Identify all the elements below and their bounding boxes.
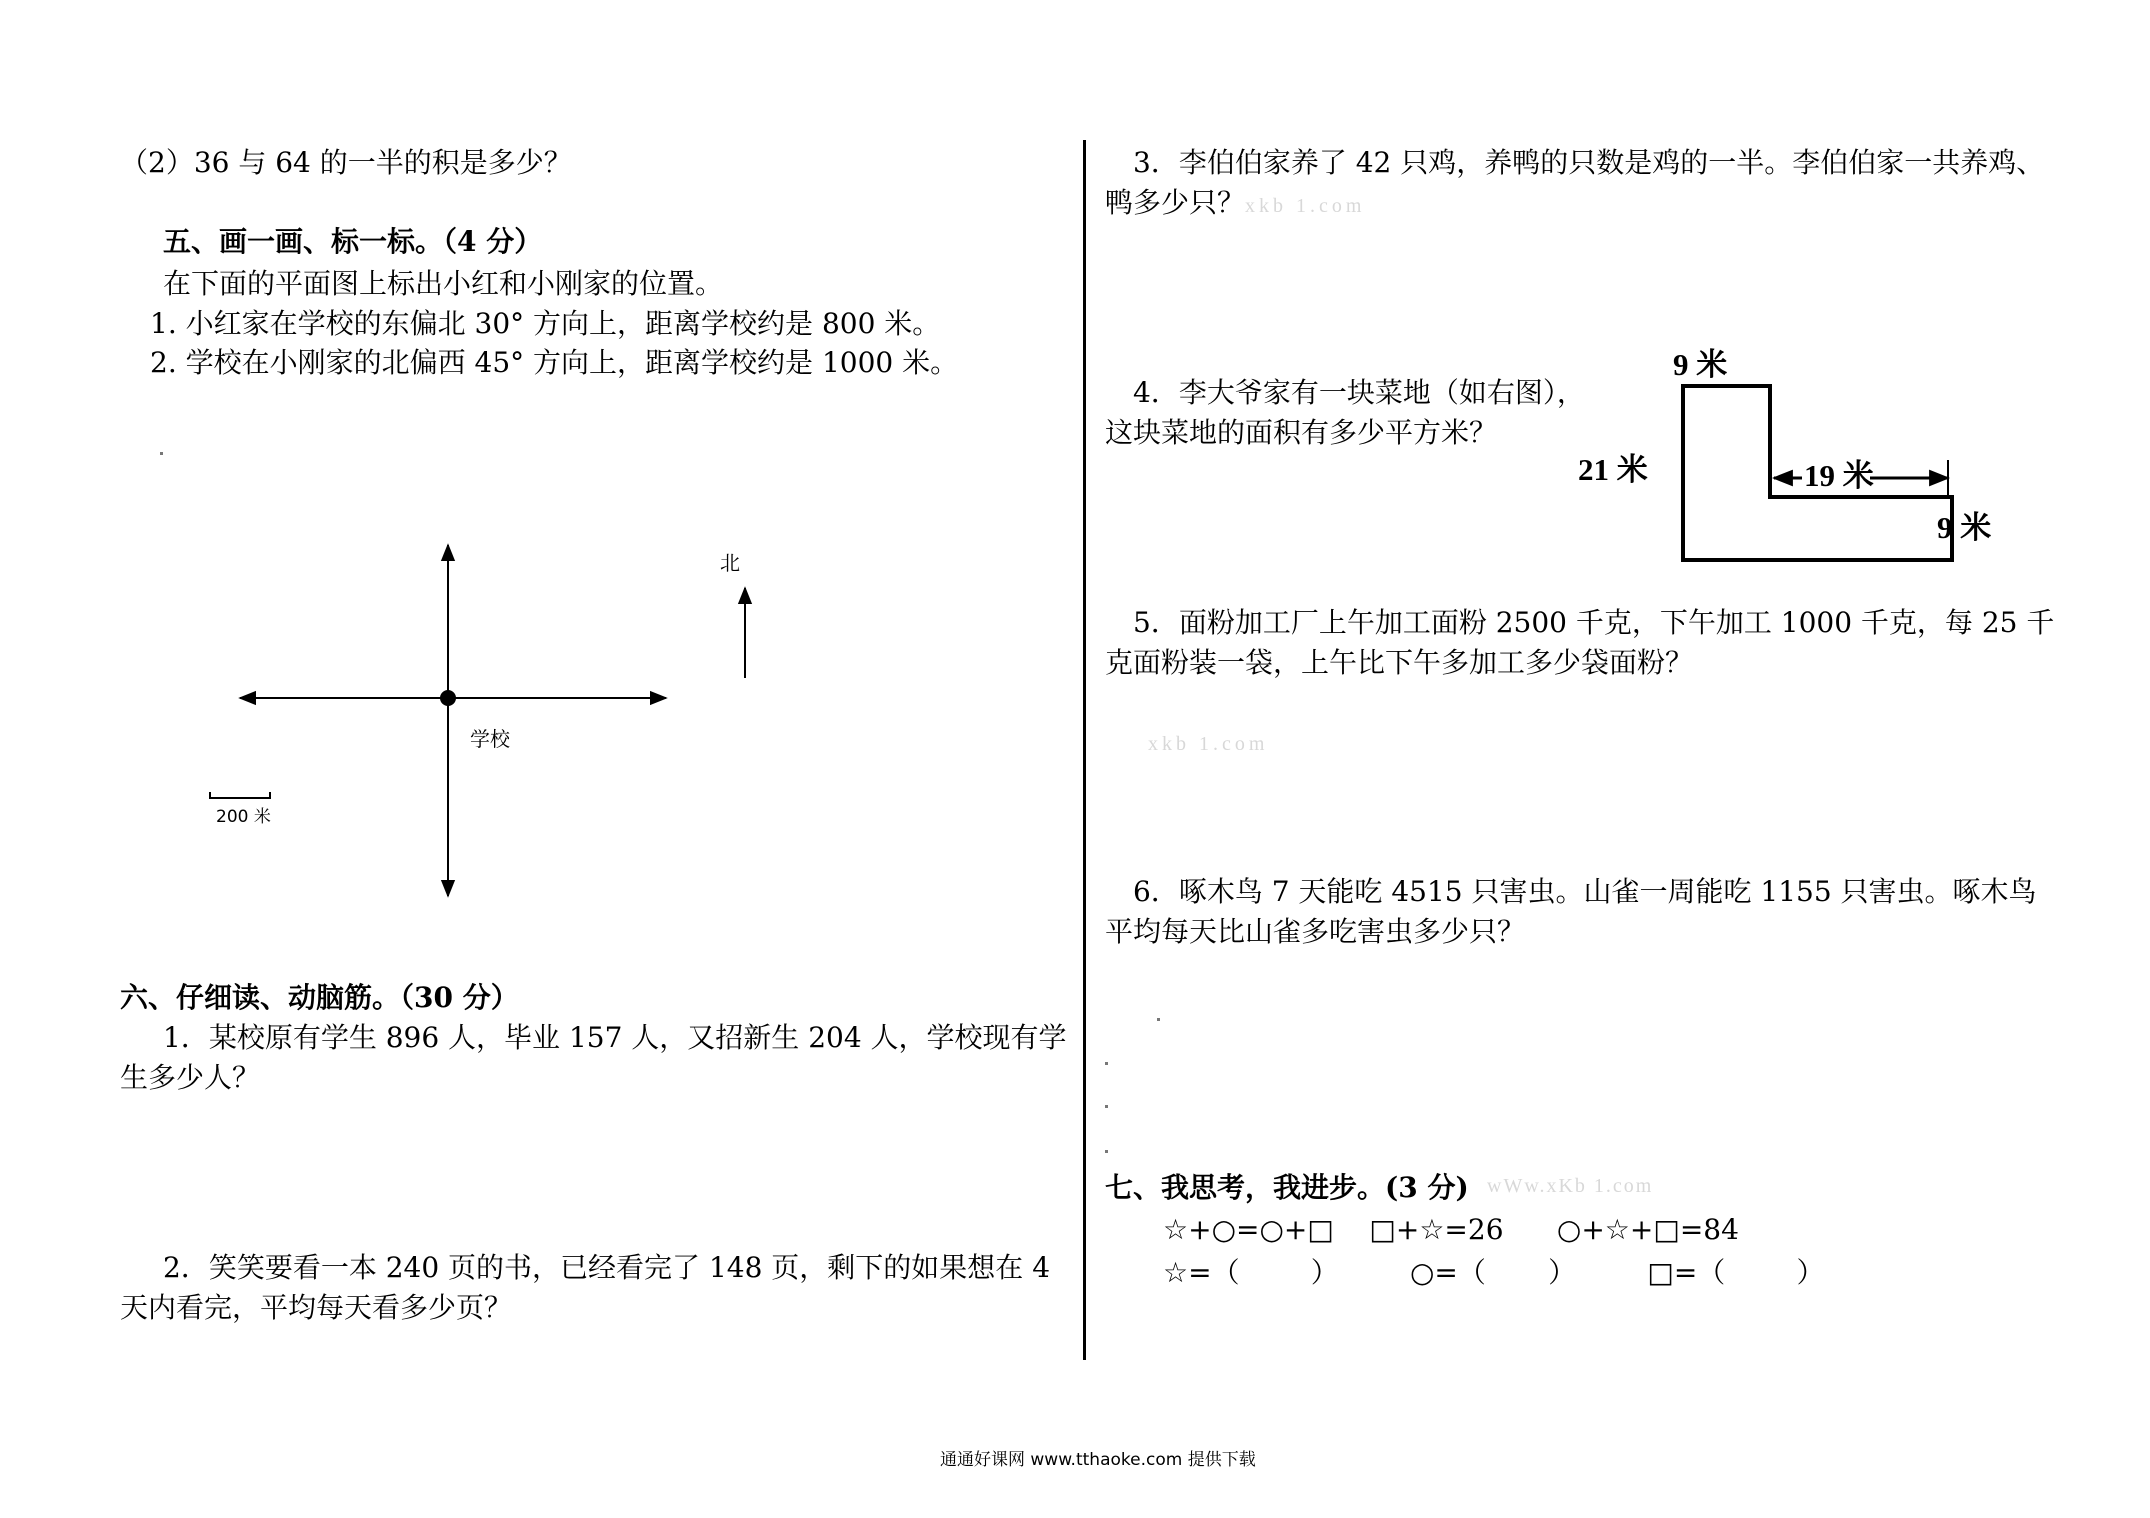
question-4-line-2: 这块菜地的面积有多少平方米？ bbox=[1105, 416, 1498, 449]
scale-label: 200 米 bbox=[216, 807, 271, 827]
left-dimension-label: 21 米 bbox=[1578, 452, 1648, 487]
position-map bbox=[0, 0, 1080, 1000]
question-1-line-1: 1．某校原有学生 896 人，毕业 157 人，又招新生 204 人，学校现有学 bbox=[163, 1021, 1067, 1054]
inner-dimension-label: 19 米 bbox=[1804, 458, 1874, 493]
question-3-line-1: 3．李伯伯家养了 42 只鸡，养鸭的只数是鸡的一半。李伯伯家一共养鸡、 bbox=[1133, 146, 2045, 179]
question-4-line-1: 4．李大爷家有一块菜地（如右图）， bbox=[1133, 376, 1585, 409]
north-label: 北 bbox=[720, 551, 740, 575]
footer-credit: 通通好课网 www.tthaoke.com 提供下载 bbox=[940, 1450, 1256, 1470]
section-5-item-1: 1. 小红家在学校的东偏北 30° 方向上，距离学校约是 800 米。 bbox=[150, 307, 941, 340]
question-2-line-1: 2．笑笑要看一本 240 页的书，已经看完了 148 页，剩下的如果想在 4 bbox=[163, 1251, 1051, 1284]
top-dimension-label: 9 米 bbox=[1673, 347, 1728, 382]
watermark: wWw.xKb 1.com bbox=[1487, 1175, 1654, 1197]
question-3-line-2: 鸭多少只？ bbox=[1105, 186, 1246, 219]
section-6-title: 六、仔细读、动脑筋。（30 分） bbox=[120, 981, 519, 1014]
column-divider bbox=[1083, 140, 1086, 1360]
stray-dot bbox=[1105, 1150, 1108, 1153]
question-6-line-2: 平均每天比山雀多吃害虫多少只？ bbox=[1105, 915, 1526, 948]
section-5-item-2: 2. 学校在小刚家的北偏西 45° 方向上，距离学校约是 1000 米。 bbox=[150, 346, 959, 379]
question-5-line-2: 克面粉装一袋，上午比下午多加工多少袋面粉？ bbox=[1105, 646, 1694, 679]
question-6-line-1: 6．啄木鸟 7 天能吃 4515 只害虫。山雀一周能吃 1155 只害虫。啄木鸟 bbox=[1133, 875, 2037, 908]
stray-dot bbox=[1105, 1062, 1108, 1065]
vegetable-plot-figure bbox=[1540, 330, 2080, 580]
watermark: xkb 1.com bbox=[1245, 195, 1366, 217]
question-1-line-2: 生多少人？ bbox=[120, 1061, 261, 1094]
watermark: xkb 1.com bbox=[1148, 733, 1269, 755]
question-half-product: （2）36 与 64 的一半的积是多少？ bbox=[120, 146, 572, 179]
section-7-equations: ☆+○=○+□ □+☆=26 ○+☆+□=84 bbox=[1163, 1213, 1739, 1246]
school-label: 学校 bbox=[470, 727, 510, 751]
section-5-intro: 在下面的平面图上标出小红和小刚家的位置。 bbox=[163, 267, 724, 300]
section-5-title: 五、画一画、标一标。（4 分） bbox=[163, 225, 543, 258]
right-dimension-label: 9 米 bbox=[1937, 510, 1992, 545]
question-5-line-1: 5．面粉加工厂上午加工面粉 2500 千克，下午加工 1000 千克，每 25 千 bbox=[1133, 606, 2055, 639]
section-7-answers: ☆=（ ） ○=（ ） □=（ ） bbox=[1163, 1256, 1825, 1289]
school-point bbox=[440, 690, 456, 706]
scale-bar bbox=[210, 792, 270, 799]
section-7-title: 七、我思考，我进步。(3 分) bbox=[1105, 1171, 1469, 1204]
stray-dot bbox=[1157, 1018, 1160, 1021]
stray-dot bbox=[1105, 1105, 1108, 1108]
question-2-line-2: 天内看完，平均每天看多少页？ bbox=[120, 1291, 513, 1324]
